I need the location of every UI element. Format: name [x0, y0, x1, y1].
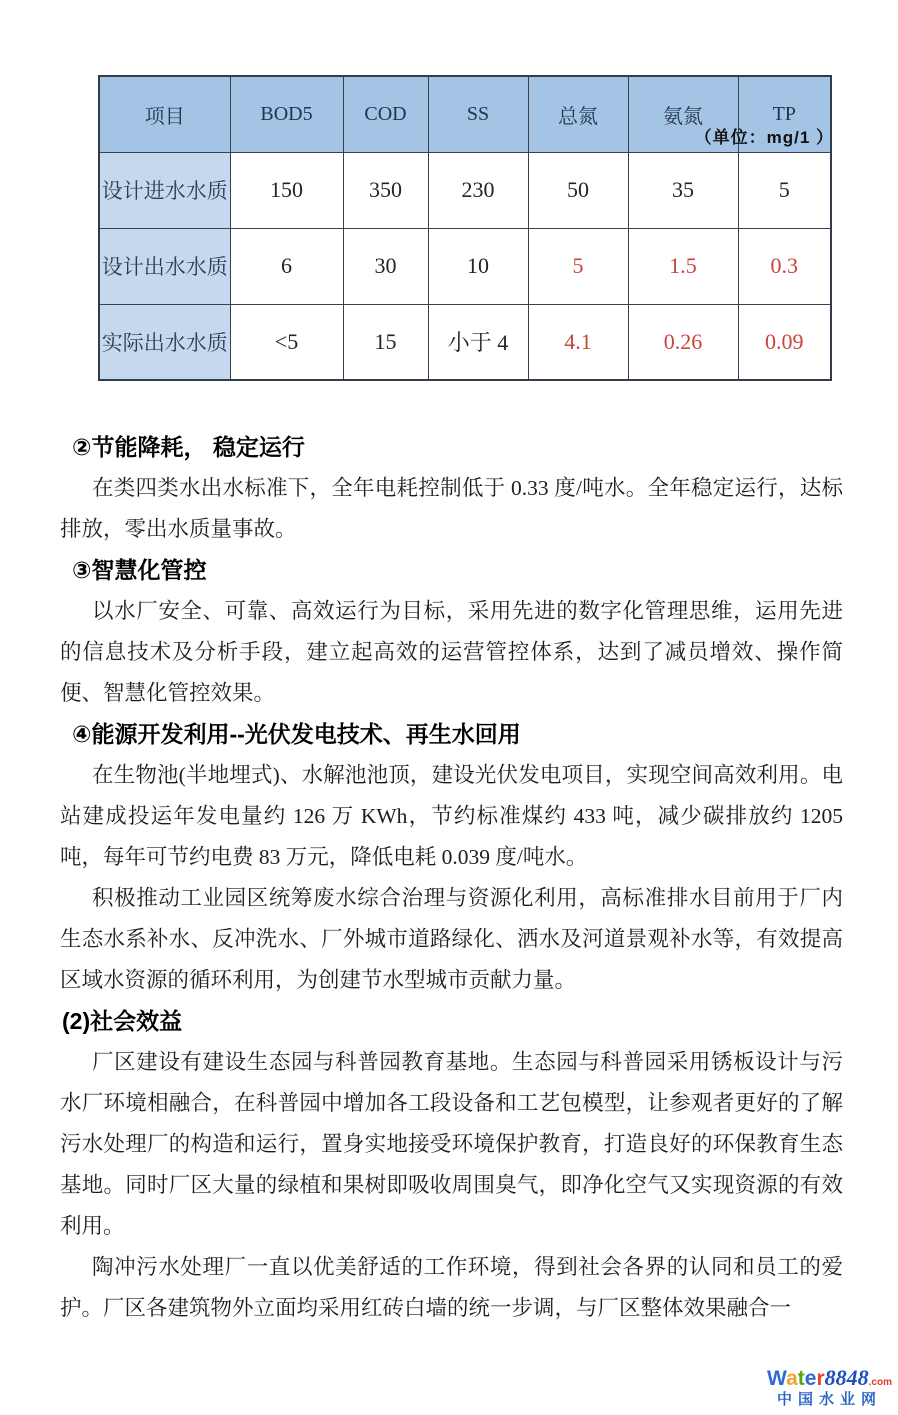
table-cell-highlighted: 5 — [528, 228, 628, 304]
header-cell-bod5: BOD5 — [230, 76, 343, 152]
logo-word-water: Water — [767, 1367, 825, 1391]
document-page — [0, 75, 898, 1415]
table-cell: 350 — [343, 152, 428, 228]
table-cell-highlighted: 0.09 — [738, 304, 831, 380]
row-label: 设计出水水质 — [99, 228, 230, 304]
table-cell-highlighted: 1.5 — [628, 228, 738, 304]
logo-tld: .com — [868, 1377, 892, 1389]
row-label: 设计进水水质 — [99, 152, 230, 228]
row-label: 实际出水水质 — [99, 304, 230, 380]
table-cell: 150 — [230, 152, 343, 228]
header-cell-tp: TP — [738, 76, 831, 152]
header-cell-item: 项目 — [99, 76, 230, 152]
section-heading-energy-saving: ②节能降耗， 稳定运行 — [72, 434, 305, 460]
table-row-design-effluent — [99, 228, 831, 304]
header-cell-ammonia-nitrogen: 氨氮 — [628, 76, 738, 152]
header-cell-total-nitrogen: 总氮 — [528, 76, 628, 152]
table-row-design-influent — [99, 152, 831, 228]
paragraph: 在类四类水出水标准下，全年电耗控制低于 0.33 度/吨水。全年稳定运行，达标排放，零出水质量事故。 — [60, 476, 843, 541]
table-cell-highlighted: 4.1 — [528, 304, 628, 380]
table-cell: 35 — [628, 152, 738, 228]
table-row-actual-effluent — [99, 304, 831, 380]
header-cell-ss: SS — [428, 76, 528, 152]
table-cell: <5 — [230, 304, 343, 380]
table-cell: 230 — [428, 152, 528, 228]
paragraph: 厂区建设有建设生态园与科普园教育基地。生态园与科普园采用锈板设计与污水厂环境相融合，在科普园中增加各工段设备和工艺包模型，让参观者更好的了解污水处理厂的构造和运行，置身实地接受环境保护教育，打造良好的环保教育生态基地。同时厂区大量的绿植和果树即吸收周围臭气，即净化空气又实现资源的有效利用。 — [60, 1050, 843, 1238]
paragraph: 以水厂安全、可靠、高效运行为目标，采用先进的数字化管理思维，运用先进的信息技术及分析手段，建立起高效的运营管控体系，达到了减员增效、操作简便、智慧化管控效果。 — [60, 599, 843, 705]
water-quality-table — [98, 75, 832, 381]
table-unit-note: （单位：mg/1 ） — [694, 128, 834, 147]
table-cell: 15 — [343, 304, 428, 380]
paragraph: 在生物池(半地埋式)、水解池池顶，建设光伏发电项目，实现空间高效利用。电站建成投运年发电量约 126 万 KWh，节约标准煤约 433 吨，减少碳排放约 1205 吨，每年可节约电费 83 万元，降低电耗 0.039 度/吨水。 — [60, 763, 843, 869]
paragraph: 积极推动工业园区统筹废水综合治理与资源化利用，高标准排水目前用于厂内生态水系补水、反冲洗水、厂外城市道路绿化、洒水及河道景观补水等，有效提高区域水资源的循环利用，为创建节水型城市贡献力量。 — [60, 886, 843, 992]
table-cell: 6 — [230, 228, 343, 304]
water8848-wordmark — [767, 1366, 892, 1390]
section-heading-energy-development: ④能源开发利用--光伏发电技术、再生水回用 — [72, 721, 521, 747]
table-cell-highlighted: 0.3 — [738, 228, 831, 304]
logo-digits: 8848 — [824, 1365, 869, 1391]
table-cell: 小于 4 — [428, 304, 528, 380]
paragraph: 陶冲污水处理厂一直以优美舒适的工作环境，得到社会各界的认同和员工的爱护。厂区各建筑物外立面均采用红砖白墙的统一步调，与厂区整体效果融合一 — [60, 1255, 843, 1320]
logo-chinese-name: 中国水业网 — [777, 1391, 883, 1409]
section-heading-smart-control: ③智慧化管控 — [72, 557, 207, 583]
table-cell: 10 — [428, 228, 528, 304]
table-cell: 30 — [343, 228, 428, 304]
table-cell: 50 — [528, 152, 628, 228]
water8848-logo — [765, 1365, 894, 1409]
table-cell-highlighted: 0.26 — [628, 304, 738, 380]
header-cell-cod: COD — [343, 76, 428, 152]
document-body — [60, 427, 843, 1329]
table-cell: 5 — [738, 152, 831, 228]
section-heading-social-benefit: (2)社会效益 — [62, 1008, 183, 1034]
